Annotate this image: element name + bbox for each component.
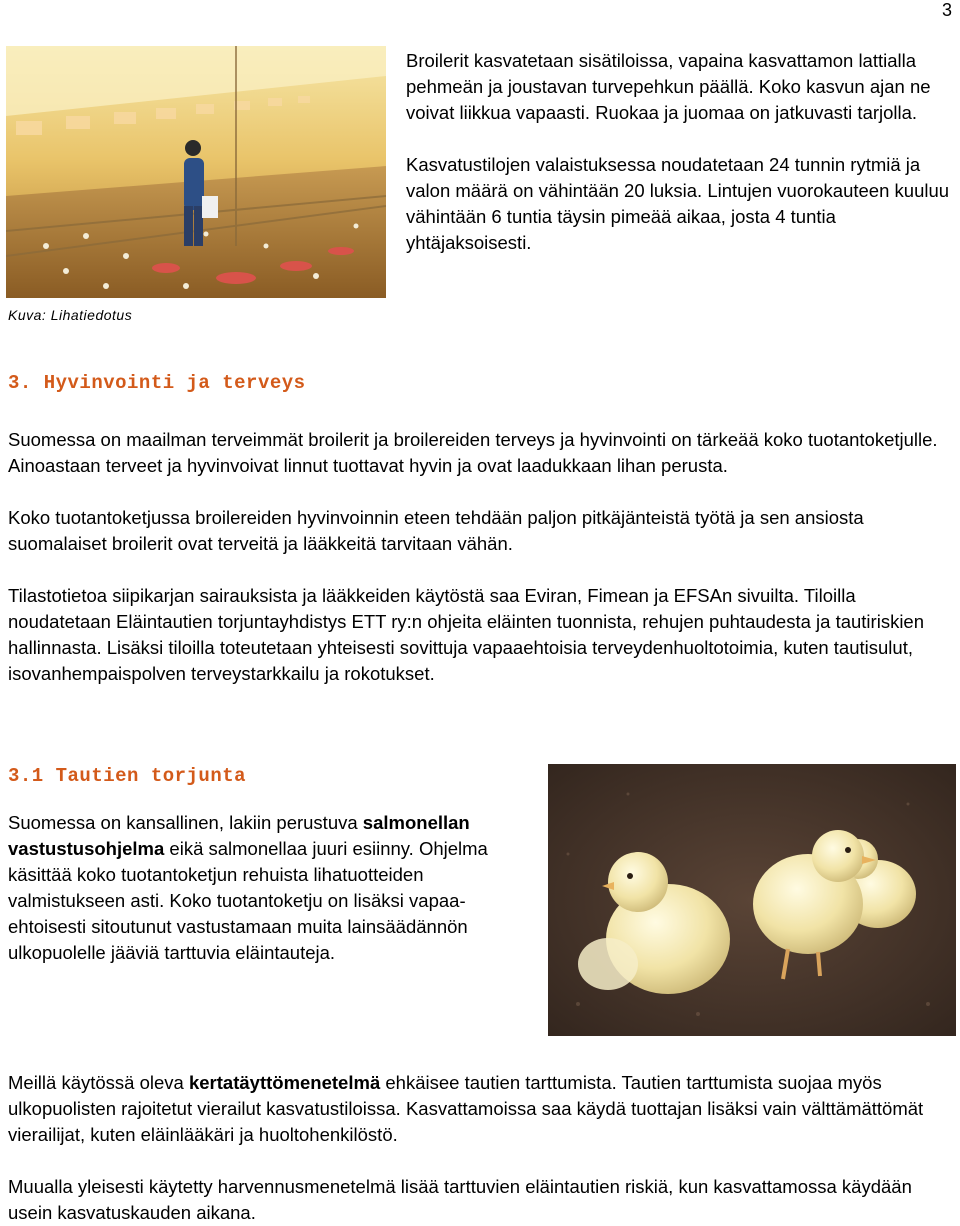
barn-photo	[6, 46, 386, 298]
section-3-paragraph-1: Suomessa on maailman terveimmät broilerit ja broilereiden terveys ja hyvinvointi on tärkeää koko tuotantoketjulle. Ainoastaan terveet ja hyvinvoivat linnut tuottavat hyvin ja ovat laadukkaan lihan perusta.	[8, 429, 938, 476]
intro-text	[406, 48, 956, 256]
single-fill-paragraph	[8, 1070, 956, 1148]
intro-paragraph-1: Broilerit kasvatetaan sisätiloissa, vapaina kasvattamon lattialla pehmeän ja joustavan turvepehkun päällä. Koko kasvun ajan ne voivat liikkua vapaasti. Ruokaa ja juomaa on jatkuvasti tarjolla.	[406, 50, 931, 123]
salmonella-text-start: Suomessa on kansallinen, lakiin perustuva	[8, 812, 363, 833]
page-number: 3	[941, 0, 952, 20]
salmonella-text-end: eikä salmonellaa juuri esiinny. Ohjelma käsittää koko tuotantoketjun rehuista lihatuotteiden valmistukseen asti. Koko tuotantoketju on lisäksi vapaa-ehtoisesti sitoutunut vastustamaan muita lainsäädännön ulkopuolelle jääviä tarttuvia eläintauteja.	[8, 838, 488, 963]
photo-caption: Kuva: Lihatiedotus	[8, 307, 133, 323]
chicks-illustration	[548, 764, 956, 1036]
single-fill-method-term: kertatäyttömenetelmä	[188, 1072, 381, 1093]
thinning-paragraph: Muualla yleisesti käytetty harvennusmenetelmä lisää tarttuvien eläintautien riskiä, kun kasvattamossa käydään usein kasvatuskauden aikana.	[8, 1176, 912, 1223]
salmonella-paragraph	[8, 810, 508, 966]
section-3-heading: 3. Hyvinvointi ja terveys	[8, 372, 306, 394]
section-3-paragraph-2: Koko tuotantoketjussa broilereiden hyvinvoinnin eteen tehdään paljon pitkäjänteistä työtä ja sen ansiosta suomalaiset broilerit ovat terveitä ja lääkkeitä tarvitaan vähän.	[8, 507, 864, 554]
barn-illustration	[6, 46, 386, 298]
intro-paragraph-2: Kasvatustilojen valaistuksessa noudatetaan 24 tunnin rytmiä ja valon määrä on vähintään 20 luksia. Lintujen vuorokauteen kuuluu vähintään 6 tuntia täysin pimeää aikaa, josta 4 tuntia yhtäjaksoisesti.	[406, 154, 950, 253]
section-3-paragraph-3: Tilastotietoa siipikarjan sairauksista ja lääkkeiden käytöstä saa Eviran, Fimean ja EFSAn sivuilta. Tiloilla noudatetaan Eläintautien torjuntayhdistys ETT ry:n ohjeita eläinten tuonnista, rehujen puhtaudesta ja tautiriskien hallinnasta. Lisäksi tiloilla toteutetaan yhteisesti sovittuja vapaaehtoisia terveydenhuoltotoimia, kuten tautisulut, isovanhempaispolven terveystarkkailu ja rokotukset.	[8, 585, 925, 684]
section-3-body	[8, 427, 956, 687]
single-fill-text-start: Meillä käytössä oleva	[8, 1072, 189, 1093]
salmonella-program-term: salmonellan vastustusohjelma	[8, 812, 470, 859]
single-fill-text-end: ehkäisee tautien tarttumista. Tautien tarttumista suojaa myös ulkopuolisten rajoitetut vierailut kasvatustiloissa. Kasvattamoissa saa käydä tuottajan lisäksi vain välttämättömät vierailijat, kuten eläinlääkäri ja huoltohenkilöstö.	[8, 1072, 924, 1145]
section-3-1-heading: 3.1 Tautien torjunta	[8, 765, 247, 787]
chicks-photo	[548, 764, 956, 1036]
section-3-1-body	[8, 1070, 956, 1226]
